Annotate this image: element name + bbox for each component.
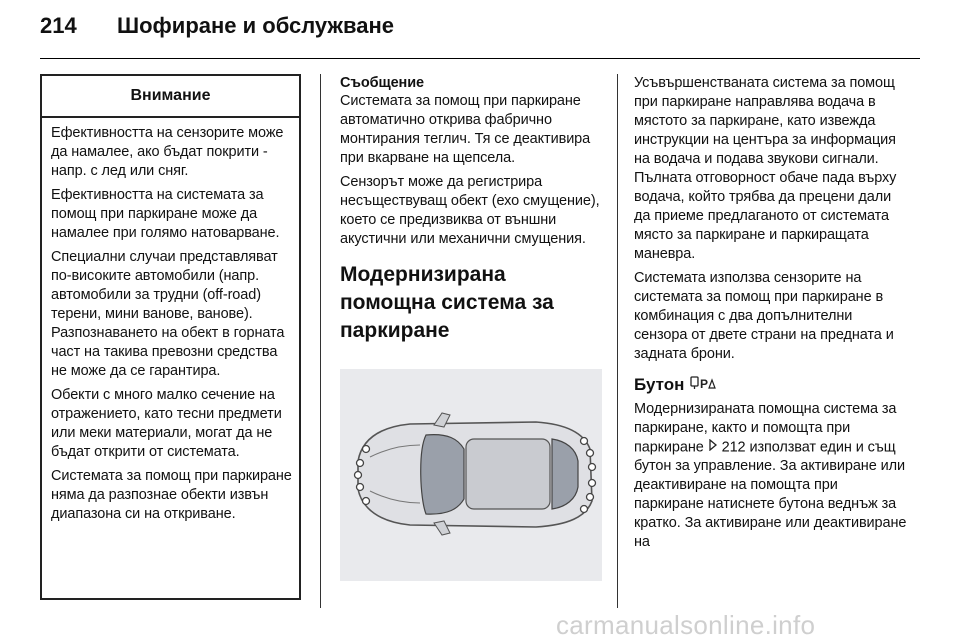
body-paragraph: Системата използва сензорите на системата за помощ при паркиране в комбинация с два допълнителни сензора от двете страни на предната и задната брони. [634,270,894,362]
note-text: Системата за помощ при паркиране автоматично открива фабрично монтирания теглич. Тя се деактивира при вкарване на щепсела. [340,93,591,166]
warning-paragraph: Ефективността на сензорите може да намалее, ако бъдат покрити - напр. с лед или сняг. [51,125,284,179]
body-paragraph: Модернизираната помощна система за паркиране, както и помощта при паркиране 212 използват един и същ бутон за управление. За активиране или деактивиране на помощта при паркиране натиснете бутона веднъж за кратко. За активиране или деактивиране на [634,400,907,550]
warning-body [42,118,299,524]
warning-box [40,74,301,600]
body-paragraph: Усъвършенстваната система за помощ при паркиране направлява водача в мястото за паркиране, като извежда инструкции на центъра за информация на водача и подава звукови сигнали. Пълната отговорност обаче пада върху водача, който трябва да прецени дали да приеме предлаганото от системата място за паркиране и паркиращата маневра. [634,75,897,262]
warning-paragraph: Системата за помощ при паркиране няма да разпознае обекти извън диапазона си на откриване. [51,468,292,522]
header-divider [40,58,920,59]
page-title: Шофиране и обслужване [117,13,395,38]
page-reference-arrow-icon [708,438,718,457]
section-heading: Модернизирана помощна система за паркиране [340,263,554,342]
warning-heading: Внимание [42,76,299,118]
warning-paragraph: Ефективността на системата за помощ при паркиране може да намалее при голямо натоварване. [51,187,280,241]
right-column [634,74,908,557]
column-divider [617,74,618,608]
note-label: Съобщение [340,75,424,91]
middle-column [340,74,602,345]
warning-paragraph: Специални случаи представляват по-високите автомобили (напр. автомобили за трудни (off-road) терени, мини ванове, ванове). [51,249,278,322]
warning-paragraph: Разпознаването на обект в горната част на такива превозни средства не може да се гарантира. [51,325,285,379]
car-top-view-illustration [340,369,602,581]
warning-paragraph: Обекти с много малко сечение на отражението, като тесни предмети или меки материали, могат да не бъдат открити от системата. [51,387,282,460]
svg-text:P: P [700,376,709,391]
page-reference[interactable]: 212 [721,438,746,455]
column-divider [320,74,321,608]
page-header [40,13,920,47]
car-drawing [340,369,602,581]
body-paragraph: Сензорът може да регистрира несъществуващ обект (ехо смущение), което се предизвиква от външни акустични или механични смущения. [340,174,600,247]
watermark: carmanualsonline.info [556,610,816,640]
button-heading: Бутон P [634,373,908,398]
parking-assist-icon [690,374,718,398]
page-number: 214 [40,13,77,38]
